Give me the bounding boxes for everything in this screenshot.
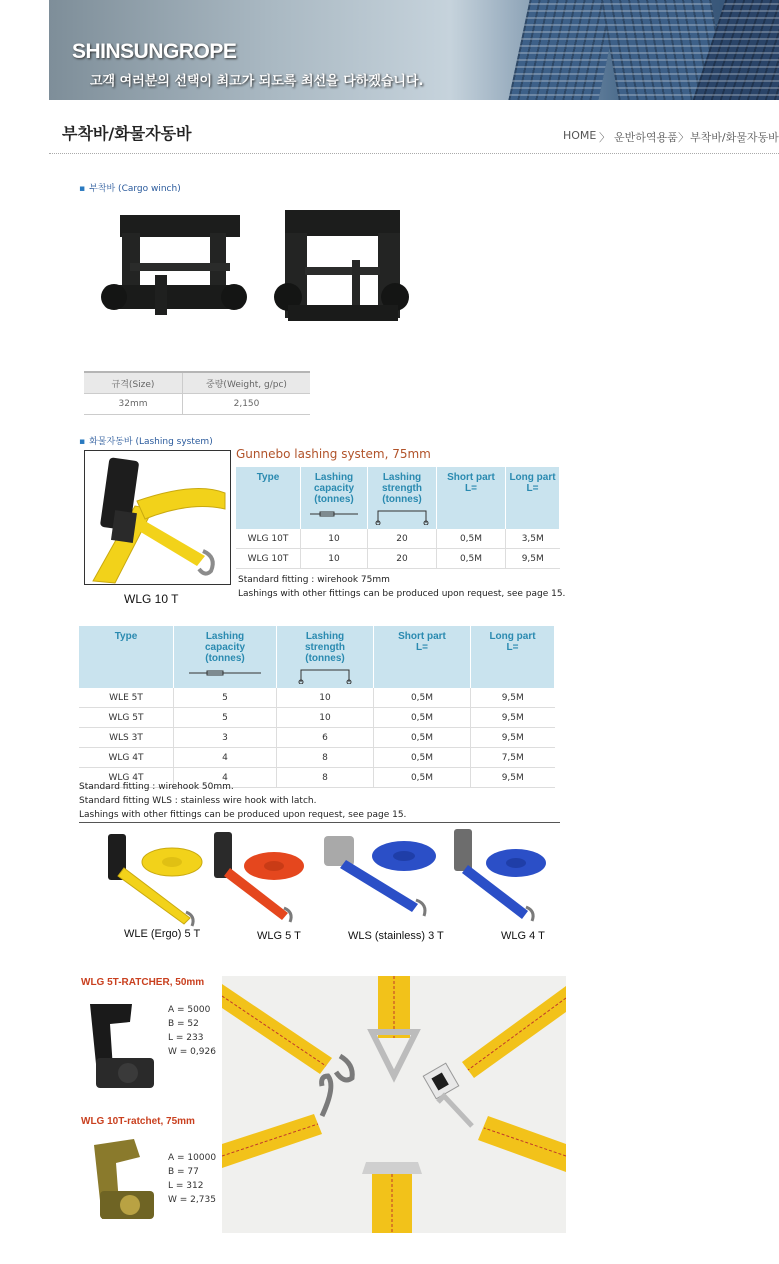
capacity-diagram-icon [185, 668, 265, 678]
strength-diagram-icon [372, 507, 432, 525]
section-heading-cargo-winch: ▪ 부착바 (Cargo winch) [79, 184, 181, 194]
breadcrumb-current: 부착바/화물자동바 [690, 131, 779, 144]
product-caption: WLE (Ergo) 5 T [124, 928, 201, 940]
table-cell: 0,5M [374, 768, 471, 788]
table-header: Lashing strength (tonnes) [368, 467, 437, 529]
page-title: 부착바/화물자동바 [62, 124, 192, 143]
table-cell: 2,150 [183, 394, 311, 415]
table-cell: 20 [368, 529, 437, 549]
brand-logo[interactable]: SHINSUNGROPE [72, 40, 237, 63]
note-line: Lashings with other fittings can be produced upon request, see page 15. [79, 810, 407, 820]
gunnebo-title: Gunnebo lashing system, 75mm [236, 447, 431, 461]
table-cell: WLG 4T [79, 768, 174, 788]
spec-line: W = 0,926 [168, 1047, 216, 1057]
spec-line: B = 52 [168, 1019, 199, 1029]
note-line: Standard fitting : wirehook 50mm. [79, 782, 234, 792]
table-cell: 9,5M [471, 708, 555, 728]
table-cell: 0,5M [374, 708, 471, 728]
table-cell: 9,5M [506, 549, 560, 569]
table-header: Type [236, 467, 301, 529]
table-header: Short part L= [437, 467, 506, 529]
lashing-spec-table [79, 626, 555, 788]
table-cell: 8 [277, 768, 374, 788]
table-cell: 32mm [84, 394, 183, 415]
table-cell: WLS 3T [79, 728, 174, 748]
table-cell: WLG 10T [236, 549, 301, 569]
strength-diagram-icon [295, 666, 355, 684]
table-row [236, 529, 560, 549]
spec-line: L = 312 [168, 1181, 204, 1191]
table-header: Lashing capacity (tonnes) [174, 626, 277, 688]
wlg10-photo [84, 450, 231, 585]
table-cell: 0,5M [374, 748, 471, 768]
table-row [79, 688, 555, 708]
breadcrumb-category[interactable]: 운반하역용품 [614, 131, 678, 144]
note-lashing [79, 780, 406, 822]
product-caption: WLS (stainless) 3 T [348, 930, 444, 942]
spec-line: A = 5000 [168, 1005, 211, 1015]
ratchet-10t-photo [80, 1135, 160, 1227]
table-cell: 10 [301, 529, 368, 549]
table-cell: 0,5M [374, 728, 471, 748]
spec-line: L = 233 [168, 1033, 204, 1043]
table-cell: 9,5M [471, 728, 555, 748]
table-cell: 5 [174, 708, 277, 728]
ratchet-5t-photo [80, 998, 160, 1098]
table-cell: 8 [277, 748, 374, 768]
wls-3t-photo [318, 828, 448, 928]
bullet-icon: ▪ [79, 184, 86, 194]
product-caption: WLG 5 T [257, 930, 301, 942]
cargo-winch-photo-2 [270, 205, 410, 335]
table-cell: 3,5M [506, 529, 560, 549]
capacity-diagram-icon [306, 509, 362, 519]
table-cell: WLE 5T [79, 688, 174, 708]
section-heading-lashing: ▪ 화물자동바 (Lashing system) [79, 437, 213, 447]
ratchet-10t-specs [168, 1151, 216, 1207]
product-caption: WLG 4 T [501, 930, 545, 942]
divider [79, 822, 560, 823]
ratchet-5t-title: WLG 5T-RATCHER, 50mm [81, 977, 205, 988]
table-header: 규격(Size) [84, 372, 183, 394]
table-row [79, 748, 555, 768]
breadcrumb-separator: 〉 [599, 131, 610, 144]
table-cell: 20 [368, 549, 437, 569]
table-header: Long part L= [506, 467, 560, 529]
table-row [79, 708, 555, 728]
table-cell: 3 [174, 728, 277, 748]
table-cell: WLG 5T [79, 708, 174, 728]
table-cell: 7,5M [471, 748, 555, 768]
table-header: Short part L= [374, 626, 471, 688]
spec-line: A = 10000 [168, 1153, 217, 1163]
table-row [84, 394, 310, 415]
slogan: 고객 여러분의 선택이 최고가 되도록 최선을 다하겠습니다. [90, 74, 424, 89]
strap-graphic [222, 976, 566, 1233]
table-cell: 6 [277, 728, 374, 748]
cargo-winch-table [84, 371, 310, 415]
breadcrumb-separator: 〉 [678, 131, 689, 144]
table-cell: 0,5M [437, 529, 506, 549]
ratchet-5t-specs [168, 1003, 216, 1059]
table-cell: 0,5M [437, 549, 506, 569]
wlg10-caption: WLG 10 T [124, 592, 179, 606]
table-cell: 10 [301, 549, 368, 569]
note-line: Standard fitting WLS : stainless wire hook with latch. [79, 796, 317, 806]
table-cell: WLG 10T [236, 529, 301, 549]
table-header: Lashing capacity (tonnes) [301, 467, 368, 529]
wle-5t-photo [100, 828, 210, 928]
table-header: Lashing strength (tonnes) [277, 626, 374, 688]
table-cell: 10 [277, 688, 374, 708]
table-cell: 9,5M [471, 768, 555, 788]
wlg-4t-photo [448, 825, 558, 925]
table-cell: WLG 4T [79, 748, 174, 768]
table-row [79, 728, 555, 748]
ratchet-10t-title: WLG 10T-ratchet, 75mm [81, 1116, 195, 1127]
note-wlg10 [238, 573, 565, 601]
cargo-winch-photo-1 [100, 205, 250, 335]
table-cell: 4 [174, 768, 277, 788]
table-cell: 0,5M [374, 688, 471, 708]
strap-fittings-photo [222, 976, 566, 1233]
breadcrumb-home[interactable]: HOME [563, 129, 597, 142]
wlg-5t-photo [210, 828, 320, 928]
table-cell: 4 [174, 748, 277, 768]
note-line: Standard fitting : wirehook 75mm [238, 575, 390, 585]
table-cell: 9,5M [471, 688, 555, 708]
spec-line: B = 77 [168, 1167, 199, 1177]
table-cell: 10 [277, 708, 374, 728]
bullet-icon: ▪ [79, 437, 86, 447]
table-cell: 5 [174, 688, 277, 708]
wlg10-spec-table [236, 467, 560, 569]
divider [49, 153, 779, 154]
table-header: Long part L= [471, 626, 555, 688]
table-row [236, 549, 560, 569]
spec-line: W = 2,735 [168, 1195, 216, 1205]
table-header: Type [79, 626, 174, 688]
table-header: 중량(Weight, g/pc) [183, 372, 311, 394]
note-line: Lashings with other fittings can be produced upon request, see page 15. [238, 589, 566, 599]
